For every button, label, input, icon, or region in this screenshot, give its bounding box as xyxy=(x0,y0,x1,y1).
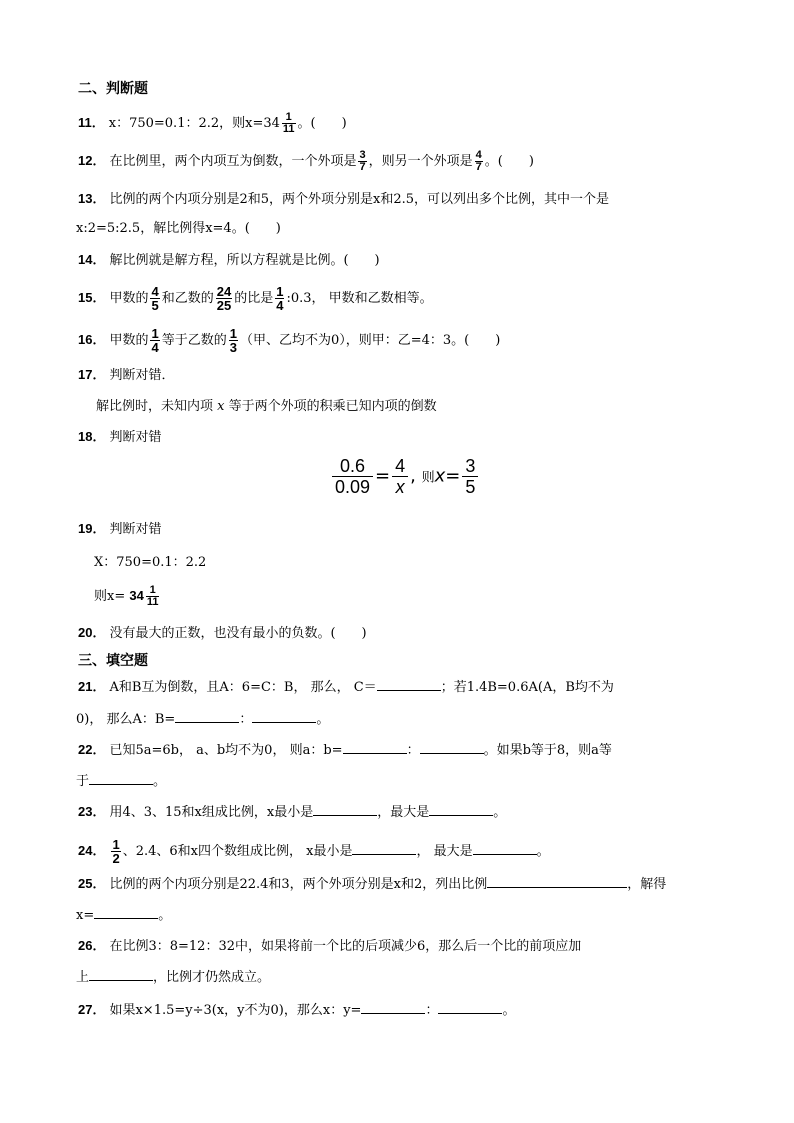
question-title: 判断对错 xyxy=(109,430,162,445)
question-number: 18． xyxy=(78,429,106,444)
fraction: $\frac{1}{2}$ xyxy=(112,837,120,866)
fraction: $\frac{3}{5}$ xyxy=(462,456,478,497)
answer-blank[interactable] xyxy=(89,968,153,981)
question-17-body: 解比例时，未知内项 x 等于两个外项的积乘已知内项的倒数 xyxy=(96,399,437,414)
answer-blank[interactable] xyxy=(429,803,493,816)
question-19-line2: 则x= 34 $\frac{1}{11}$ xyxy=(94,584,159,608)
question-text: 等于乙数的 xyxy=(161,333,227,348)
question-number: 24． xyxy=(78,843,106,858)
question-text: 甲数的 xyxy=(109,291,149,306)
question-text: 的比是 xyxy=(234,291,274,306)
answer-blank[interactable] xyxy=(438,1001,502,1014)
fraction: $\frac{1}{11}$ xyxy=(282,111,295,135)
question-17 xyxy=(78,366,174,385)
question-text: :0.3， 甲数和乙数相等。 xyxy=(286,291,433,306)
answer-blank[interactable] xyxy=(313,803,377,816)
answer-blank[interactable] xyxy=(252,710,316,723)
answer-blank[interactable] xyxy=(487,875,627,888)
question-12 xyxy=(78,150,534,173)
question-text: 比例的两个内项分别是2和5，两个外项分别是x和2.5，可以列出多个比例，其中一个是 xyxy=(109,192,610,207)
question-25: 25． 比例的两个内项分别是22.4和3，两个外项分别是x和2，列出比例 ，解得 xyxy=(78,876,667,892)
answer-blank[interactable] xyxy=(473,842,537,855)
math-equation: $\frac{0.6}{0.09}$ = $\frac{4}{x}$ , 则x= $\frac{3}{5}$ xyxy=(330,456,480,497)
question-21: 21． A和B互为倒数，且A：6=C：B， 那么， C＝ ；若1.4B=0.6A(A，B均不为 xyxy=(78,679,614,695)
question-title: 判断对错 xyxy=(109,522,162,537)
question-15 xyxy=(78,285,433,312)
question-13 xyxy=(78,190,609,209)
fraction: $\frac{24}{25}$ xyxy=(216,284,232,313)
question-21-line2: 0)， 那么A：B= ： 。 xyxy=(76,712,330,727)
question-13-line2: x:2=5:2.5，解比例得x=4。( ) xyxy=(76,221,281,236)
fraction: $\frac{3}{7}$ xyxy=(359,149,366,173)
question-text: 甲数的 xyxy=(109,333,149,348)
question-number: 25． xyxy=(78,876,106,891)
answer-blank[interactable] xyxy=(361,1001,425,1014)
question-18 xyxy=(78,428,161,447)
question-number: 14． xyxy=(78,252,106,267)
fraction: $\frac{4}{7}$ xyxy=(475,149,482,173)
question-22-line2: 于 。 xyxy=(76,774,167,789)
fraction: $\frac{1}{11}$ xyxy=(146,584,159,608)
fraction: $\frac{1}{3}$ xyxy=(229,326,237,355)
question-26-line2: 上 ，比例才仍然成立。 xyxy=(76,970,271,985)
question-number: 13． xyxy=(78,191,106,206)
answer-blank[interactable] xyxy=(89,772,153,785)
question-26: 26． 在比例3：8=12：32中，如果将前一个比的后项减少6，那么后一个比的前项应加 xyxy=(78,938,582,954)
question-number: 17． xyxy=(78,367,106,382)
question-text: （甲、乙均不为0），则甲：乙=4：3。( ) xyxy=(239,333,501,348)
question-25-line2: x= 。 xyxy=(76,908,172,923)
question-text: 解比例就是解方程，所以方程就是比例。( ) xyxy=(109,253,380,268)
answer-blank[interactable] xyxy=(352,842,416,855)
question-text: ，则另一个外项是 xyxy=(368,154,473,169)
question-24: 24． $\frac{1}{2}$ 、2.4、6和x四个数组成比例， x最小是 ， 最大是 。 xyxy=(78,837,550,866)
answer-blank[interactable] xyxy=(377,678,441,691)
question-14 xyxy=(78,251,380,270)
question-text: 和乙数的 xyxy=(161,291,214,306)
question-number: 23． xyxy=(78,804,106,819)
fraction: $\frac{4}{5}$ xyxy=(151,284,159,313)
answer-blank[interactable] xyxy=(343,741,407,754)
question-16 xyxy=(78,327,500,354)
question-19-line1: X：750=0.1：2.2 xyxy=(94,555,207,570)
question-number: 19． xyxy=(78,521,106,536)
question-20 xyxy=(78,624,367,643)
question-text: x：750=0.1：2.2，则x=34 xyxy=(108,116,280,131)
fraction: $\frac{1}{4}$ xyxy=(276,284,284,313)
question-number: 26． xyxy=(78,938,106,953)
question-27: 27． 如果x×1.5=y÷3(x，y不为0)，那么x：y= ： 。 xyxy=(78,1002,516,1018)
answer-blank[interactable] xyxy=(420,741,484,754)
answer-blank[interactable] xyxy=(175,710,239,723)
answer-paren[interactable]: 。( ) xyxy=(484,154,534,169)
question-number: 27． xyxy=(78,1002,106,1017)
question-number: 20． xyxy=(78,625,106,640)
question-number: 22． xyxy=(78,742,106,757)
question-11 xyxy=(78,112,347,135)
answer-paren[interactable]: 。( ) xyxy=(297,116,347,131)
section-title-judgement: 二、判断题 xyxy=(78,81,148,97)
question-number: 21． xyxy=(78,679,106,694)
question-19 xyxy=(78,520,161,539)
fraction: $\frac{1}{4}$ xyxy=(151,326,159,355)
fraction: $\frac{4}{x}$ xyxy=(392,456,408,497)
fraction: $\frac{0.6}{0.09}$ xyxy=(332,456,373,497)
question-number: 16． xyxy=(78,332,106,347)
question-22: 22． 已知5a=6b， a、b均不为0， 则a：b= ： 。如果b等于8，则a等 xyxy=(78,742,612,758)
question-text: 在比例里，两个内项互为倒数，一个外项是 xyxy=(109,154,357,169)
question-title: 判断对错． xyxy=(109,368,175,383)
answer-blank[interactable] xyxy=(94,906,158,919)
question-text: 没有最大的正数，也没有最小的负数。( ) xyxy=(109,626,367,641)
question-number: 12． xyxy=(78,153,106,168)
section-title-fill: 三、填空题 xyxy=(78,653,148,669)
question-23: 23． 用4、3、15和x组成比例，x最小是 ，最大是 。 xyxy=(78,804,507,820)
question-number: 15． xyxy=(78,290,106,305)
question-number: 11． xyxy=(78,115,105,130)
